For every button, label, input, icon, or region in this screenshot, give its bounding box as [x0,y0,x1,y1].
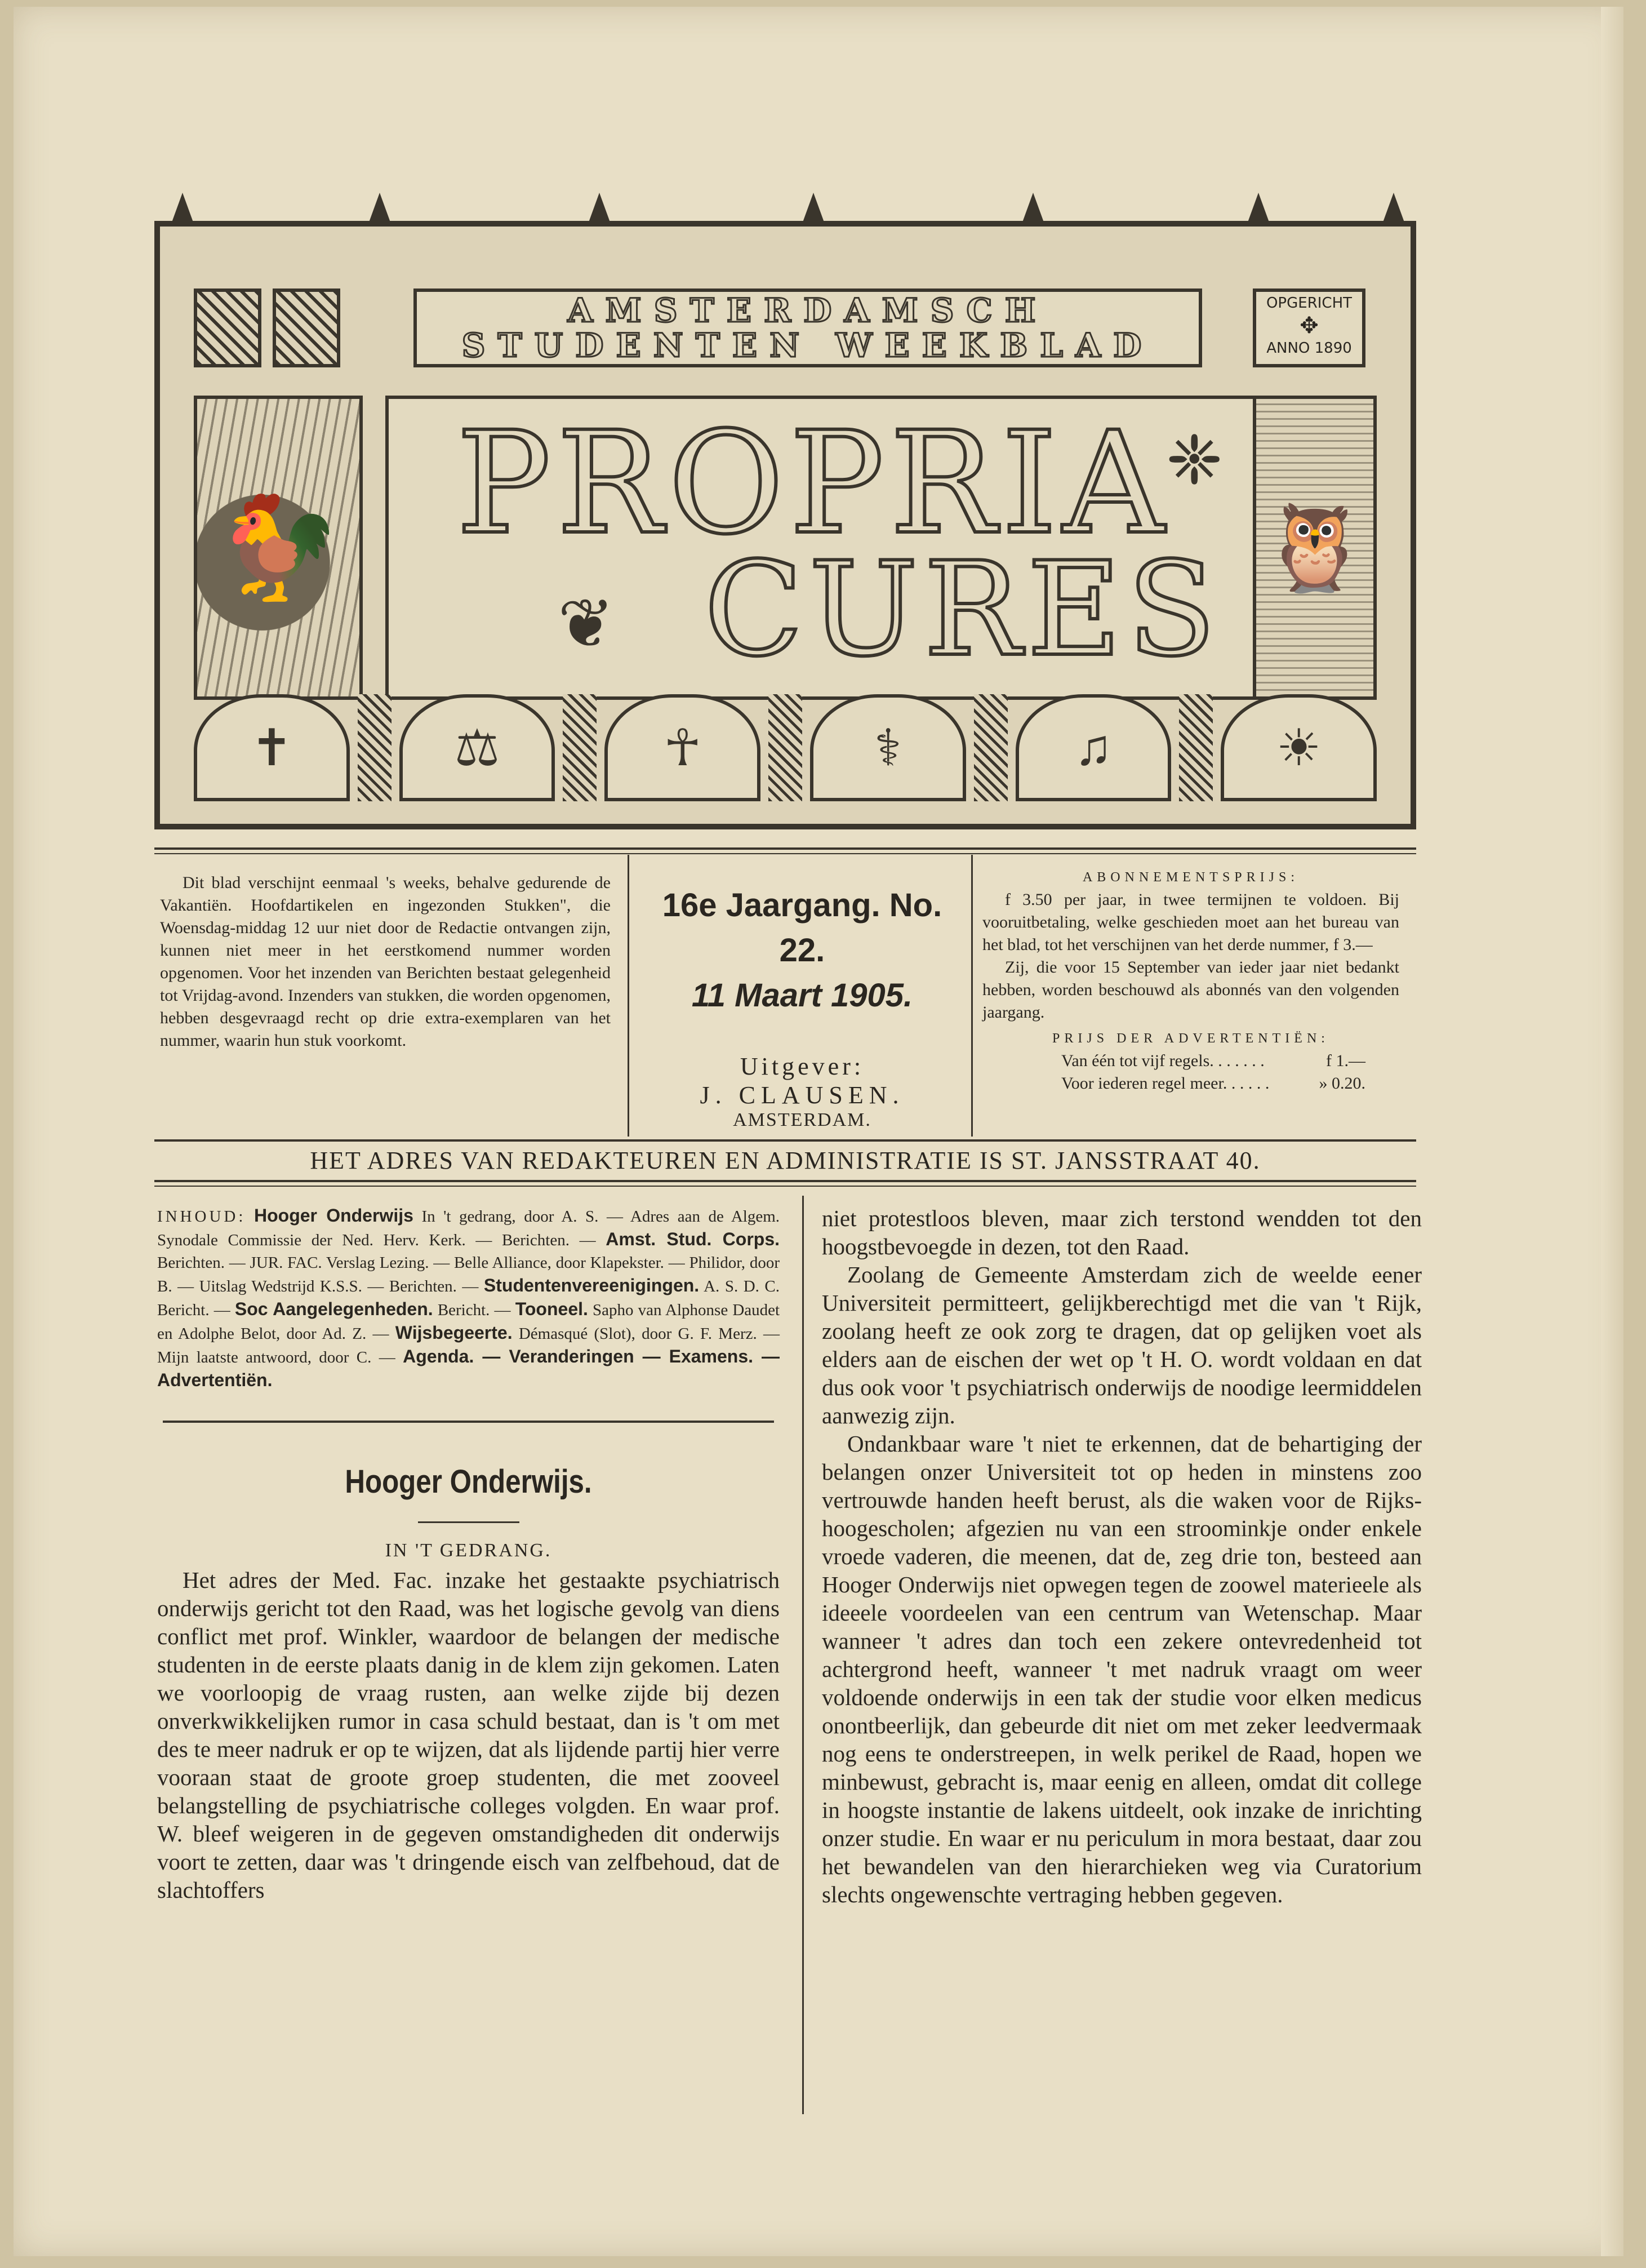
left-column [157,1204,780,1904]
contents-items: A. S. D. C. Bericht. — [157,1277,780,1319]
frieze-divider [974,694,1008,801]
article-title: Hooger Onderwijs. [345,1463,592,1500]
lyre-birds-icon: ♫ [1016,694,1172,801]
rule [154,1139,1416,1142]
rooster-illustration [194,396,363,700]
contents-section: Studentenvereenigingen. [483,1275,700,1295]
masthead-subtitle-band [413,289,1202,367]
contents-section: Soc Aangelegenheden. [234,1299,433,1319]
sun-emblem-icon: ☀ [1221,694,1377,801]
contents-section: Hooger Onderwijs [254,1205,413,1226]
finial-ornament [171,193,194,227]
rule [154,1180,1416,1182]
frieze-divider [563,694,597,801]
emblem-frieze [194,694,1377,801]
publisher-city: AMSTERDAM. [733,1109,871,1130]
finial-ornament [588,193,611,227]
coat-of-arms [194,289,340,367]
founded-badge [1253,289,1365,367]
editorial-address: HET ADRES VAN REDAKTEUREN EN ADMINISTRATIE IS ST. JANSSTRAAT 40. [310,1147,1261,1174]
contents-section: Tooneel. [515,1299,588,1319]
column-divider [802,1196,804,2114]
contents-items: Sapho van Alphonse Daudet en Adolphe Belot, door Ad. Z. — [157,1301,780,1343]
rooster-icon: 🐓 [215,492,342,605]
contents-section: Wijsbegeerte. [395,1322,513,1343]
rate-label: Van één tot vijf regels. . . . . . . [1061,1051,1265,1070]
article-body-left [157,1566,780,1904]
frieze-divider [1179,694,1213,801]
contents-label: INHOUD: [157,1208,246,1226]
subscription-heading: ABONNEMENTSPRIJS: [1082,870,1300,885]
article-paragraph: Ondankbaar ware 't niet te erkennen, dat de behartiging der belangen onzer Universiteit tot op heden in minstens zoo vertrouwde handen heeft berust, als die waken voor de Rijks-hoogescholen; afgezien nu van een stroominkje onder enkele vroede vaderen, die meenen, dat de, zeg drie ton, besteed aan Hooger Onderwijs niet opwegen tegen de zoowel materieele als ideeele voordeelen van een centrum van Wetenschap. Maar wanneer 't adres dan toch een zekere ontevredenheid tot achtergrond heeft, wanneer 't met nadruk vraagt om weer voldoende onderwijs in een tak der studie voor elken medicus onontbeerlijk, dan gebeurde dit niet om met zeker leedvermaak nog eens te onderstreepen, in welk perikel de Raad, hopen we minbewust, gebracht is, maar eenig en alleen, omdat dit college in hoogste instantie de lakens uitdeelt, ook inzake de inrichting onzer studie. En waar er nu periculum in mora bestaat, daar zou het bewandelen van den hierarchieken weg via Curatorium slechts ongewenschte vertraging hebben gegeven. [822,1431,1422,1907]
table-of-contents [157,1204,780,1392]
owl-icon: 🦉 [1262,501,1368,595]
founded-year: ANNO 1890 [1266,340,1352,357]
shield-icon [194,289,261,367]
finial-ornament [802,193,825,227]
contents-items: Bericht. — [437,1301,511,1319]
advertising-heading: PRIJS DER ADVERTENTIËN: [1052,1031,1329,1046]
scales-of-justice-icon: ⚖ [399,694,555,801]
column-divider [628,855,629,1137]
rule [154,853,1416,854]
caduceus-icon: ⚕ [810,694,966,801]
subscription-note: Zij, die voor 15 September van ieder jaar niet bedankt hebben, worden beschouwd als abonnés van den volgenden jaargang. [982,958,1399,1022]
article-subtitle: IN 'T GEDRANG. [385,1540,552,1561]
finial-ornament [1382,193,1405,227]
volume-number: 16e Jaargang. No. 22. [662,887,942,969]
article-paragraph: Het adres der Med. Fac. inzake het gestaakte psychiatrisch onderwijs gericht tot den Raad, was het logische gevolg van diens conflict met prof. Winkler, waardoor de belangen der medische studenten in de eerste plaats danig in de klem zijn gekomen. Laten we voorloopig de vraag rusten, aan welke zijde bij dezen onverkwikkelijken rumor in casa schuld bestaat, dan is 't om met des te meer nadruk er op te wijzen, dat als lijdende partij hier verre vooraan staat de groote groep studenten, die met zooveel belangstelling de psychiatrische colleges volgden. En waar prof. W. bleef weigeren in de gegeven omstandigheden dit onderwijs voort te zetten, daar was 't dringende eisch van zelfbehoud, dat de slachtoffers [157,1567,780,1903]
finial-ornament [368,193,391,227]
rule [154,847,1416,850]
contents-section: Amst. Stud. Corps. [606,1229,780,1249]
rule [154,1186,1416,1187]
floral-ornament-icon: ❦ [558,587,615,662]
masthead-line-1: AMSTERDAMSCH [567,291,1048,330]
masthead-line-2: STUDENTEN WEEKBLAD [461,326,1154,365]
finial-ornament [1247,193,1270,227]
article-paragraph: Zoolang de Gemeente Amsterdam zich de weelde eener Universiteit permitteert, gelijkberechtigd met die van 't Rijk, zoolang heeft ze ook zorg te dragen, dat op gelijken voet als elders aan de eischen der wet op 't H. O. wordt voldaan en dat dus ook voor 't psychiatrisch onderwijs de noodige leermiddelen aanwezig zijn. [822,1262,1422,1428]
contents-section: Agenda. — Veranderingen — Examens. — Advertentiën. [157,1346,780,1390]
advertising-rate-row [982,1050,1399,1072]
newspaper-page [14,7,1623,2256]
publisher-name: J. CLAUSEN. [700,1081,905,1109]
contents-items: Berichten. — JUR. FAC. Verslag Lezing. — Belle Alliance, door Klapekster. — Philidor, door B. — Uitslag Wedstrijd K.S.S. — Berichten. — [157,1254,780,1295]
publisher-label: Uitgever: [740,1053,865,1080]
owl-illustration [1253,396,1377,700]
issue-date: 11 Maart 1905. [691,977,913,1014]
rate-price: » 0.20. [1319,1074,1365,1093]
title-rule [418,1521,519,1523]
shield-icon [273,289,340,367]
figure-emblem-icon: ☥ [604,694,760,801]
founded-ornament-icon: ✥ [1300,313,1319,339]
column-divider [971,855,973,1137]
title-propria: PROPRIA [456,401,1171,565]
lambs-cross-emblem-icon: ✝ [194,694,350,801]
frieze-divider [768,694,802,801]
finial-ornament [1022,193,1044,227]
subscription-text: f 3.50 per jaar, in twee termijnen te voldoen. Bij vooruitbetaling, welke geschieden moet aan het bureau van het blad, tot het verschijnen van het derde nummer, f 3.— [982,890,1399,954]
rate-label: Voor iederen regel meer. . . . . . [1061,1074,1270,1093]
contents-items: In 't gedrang, door A. S. — Adres aan de Algem. Synodale Commissie der Ned. Herv. Kerk. — Berichten. — [157,1208,780,1249]
contents-items: Démasqué (Slot), door G. F. Merz. — Mijn laatste antwoord, door C. — [157,1325,780,1366]
subscription-info [982,866,1399,1095]
founded-label: OPGERICHT [1266,295,1353,312]
page-fold [1601,7,1623,2256]
article-body-right [822,1204,1422,1909]
floral-ornament-icon: ❈ [1166,423,1223,498]
right-column [822,1204,1422,1909]
title-cures: CURES [704,535,1222,685]
advertising-rate-row [982,1072,1399,1095]
title-panel [385,396,1320,700]
masthead [154,221,1416,829]
section-divider [163,1421,774,1423]
rate-price: f 1.— [1326,1051,1365,1070]
frieze-divider [358,694,392,801]
issue-info [636,883,968,1131]
publication-notice: Dit blad verschijnt eenmaal 's weeks, behalve gedurende de Vakantiën. Hoofdartikelen en ingezonden Stukken", die Woensdag-middag 12 uur niet door de Redactie ontvangen zijn, kunnen niet meer in het eerstkomend nummer worden opgenomen. Voor het inzenden van Berichten bestaat gelegenheid tot Vrijdag-avond. Inzenders van stukken, die worden opgenomen, hebben desgevraagd recht op drie extra-exemplaren van het nummer, waarin hun stuk voorkomt. [160,873,611,1050]
article-paragraph: niet protestloos bleven, maar zich terstond wendden tot den hoogstbevoegde in dezen, tot den Raad. [822,1205,1422,1259]
